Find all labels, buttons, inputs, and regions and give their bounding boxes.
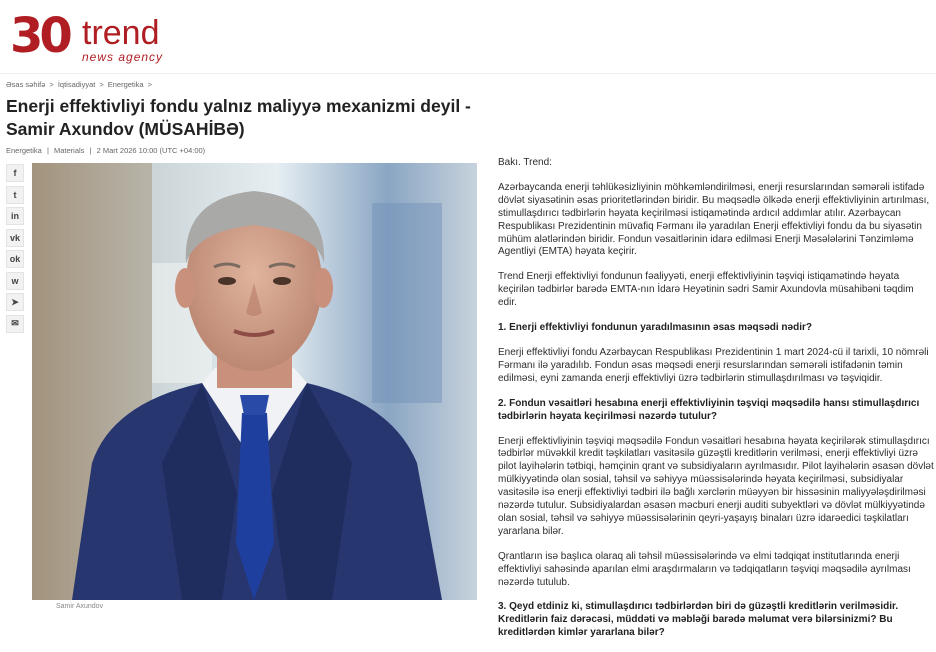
article-paragraph: Azərbaycanda enerji təhlükəsizliyinin möhkəmləndirilməsi, enerji resurslarından səmərəli istifadə dövlət siyasətinin əsas prioritetlərindən biridir. Bu məqsədlə ölkədə enerji effektivliyinin artırılması, stimullaşdırıcı tədbirlərin həyata keçirilməsi istiqamətində ardıcıl addımlar atılır. Azərbaycan Respublikası Prezidentinin müvafiq Fərmanı ilə yaradılan Enerji effektivliyi fondu da bu siyasətin mühüm alətlərindən biridir. Fondun vəsaitlərinin idarə edilməsi Enerji Məsələlərini Tənzimləmə Agentliyi (EMTA) həyata keçirir. xyxy=(498,181,930,258)
email-icon[interactable]: ✉ xyxy=(6,315,24,333)
linkedin-icon[interactable]: in xyxy=(6,207,24,225)
article-paragraph: Bakı. Trend: xyxy=(498,157,552,168)
vk-icon[interactable]: vk xyxy=(6,229,24,247)
article-photo xyxy=(32,163,477,600)
interview-question: 1. Enerji effektivliyi fondunun yaradılmasının əsas məqsədi nədir? xyxy=(498,322,812,334)
whatsapp-icon[interactable]: w xyxy=(6,272,24,290)
meta-type[interactable]: Materials xyxy=(54,146,85,155)
telegram-icon[interactable]: ➤ xyxy=(6,293,24,311)
meta-category[interactable]: Energetika xyxy=(6,146,42,155)
breadcrumb-energy[interactable]: Energetika xyxy=(107,80,144,89)
facebook-icon[interactable]: f xyxy=(6,164,24,182)
interview-question: 2. Fondun vəsaitləri hesabına enerji effektivliyinin təşviqi məqsədilə hansı stimullaşdırıcı tədbirlərin həyata keçirilməsi nəzərdə tutulur? xyxy=(498,397,920,422)
site-header xyxy=(0,0,936,74)
logo-number: 30 xyxy=(10,8,69,64)
trend-logo[interactable] xyxy=(10,6,170,68)
odnoklassniki-icon[interactable]: ok xyxy=(6,250,24,268)
meta-separator: | xyxy=(89,146,92,155)
portrait-illustration xyxy=(32,163,477,600)
breadcrumb xyxy=(6,80,156,89)
breadcrumb-separator: > xyxy=(147,80,152,89)
logo-tagline: news agency xyxy=(82,50,164,64)
breadcrumb-home[interactable]: Əsas səhifə xyxy=(6,80,46,89)
breadcrumb-separator: > xyxy=(49,80,54,89)
logo-name: trend xyxy=(82,14,160,52)
share-bar xyxy=(6,164,24,336)
article-paragraph: Enerji effektivliyi fondu Azərbaycan Respublikası Prezidentinin 1 mart 2024-cü il tarixli, 10 nömrəli Fərmanı ilə yaradılıb. Fondun əsas məqsədi enerji resurslarından səmərəli istifadənin təmin edilməsi, eyni zamanda enerji effektivliyi üzrə tədbirlərin stimullaşdırılması və təşviqidir. xyxy=(498,346,929,384)
photo-caption: Samir Axundov xyxy=(56,603,104,610)
breadcrumb-separator: > xyxy=(99,80,104,89)
interview-question: 3. Qeyd etdiniz ki, stimullaşdırıcı tədbirlərdən biri də güzəştli kreditlərin verilməsidir. Kreditlərin faiz dərəcəsi, müddəti və məbləği barədə məlumat verə bilərsinizmi? Bu kreditlərdən kimlər yararlana bilər? xyxy=(498,601,899,639)
article-title: Enerji effektivliyi fondu yalnız maliyyə mexanizmi deyil - Samir Axundov (MÜSAHİBƏ) xyxy=(6,96,471,139)
twitter-icon[interactable]: t xyxy=(6,186,24,204)
meta-separator: | xyxy=(46,146,49,155)
article-paragraph: Qrantların isə başlıca olaraq ali təhsil müəssisələrində və elmi tədqiqat institutlarında enerji effektivliyi sahəsində aparılan elmi araşdırmaların və tədqiqatların təşviqi məqsədilə ayrılması nəzərdə tutulub. xyxy=(498,550,911,588)
article-body xyxy=(498,157,934,652)
article-meta xyxy=(6,146,208,155)
meta-date: 2 Mart 2026 10:00 (UTC +04:00) xyxy=(96,146,206,155)
article-paragraph: Trend Enerji effektivliyi fondunun fəaliyyəti, enerji effektivliyinin təşviqi istiqamətində həyata keçirilən tədbirlər barədə EMTA-nın İdarə Heyətinin sədri Samir Axundovla müsahibəni təqdim edir. xyxy=(498,271,914,309)
article-paragraph: Enerji effektivliyinin təşviqi məqsədilə Fondun vəsaitləri hesabına həyata keçirilərək stimullaşdırıcı tədbirlər müvəkkil kredit təşkilatları vasitəsilə güzəştli kreditlərin verilməsi, enerji effektivliyi üzrə pilot layihələrin tətbiqi, həmçinin qrant və subsidiyaların ayrılmasıdır. Pilot layihələrin əsasən dövlət mülkiyyətində olan sosial, təhsil və səhiyyə müəssisələrində həyata keçirilməsi, subsidiyalar vasitəsilə isə enerji effektivliyi tədbiri ilə bağlı xərclərin müəyyən bir hissəsinin maliyyələşdirilməsi nəzərdə tutulur. Subsidiyalardan əsasən məcburi enerji auditi subyektləri və dövlət mülkiyyətində olan sosial, təhsil və səhiyyə müəssisələrinin qeyri-yaşayış binaları üzrə idarəedici təşkilatları yararlana bilər. xyxy=(498,435,934,537)
breadcrumb-economy[interactable]: İqtisadiyyat xyxy=(57,80,96,89)
